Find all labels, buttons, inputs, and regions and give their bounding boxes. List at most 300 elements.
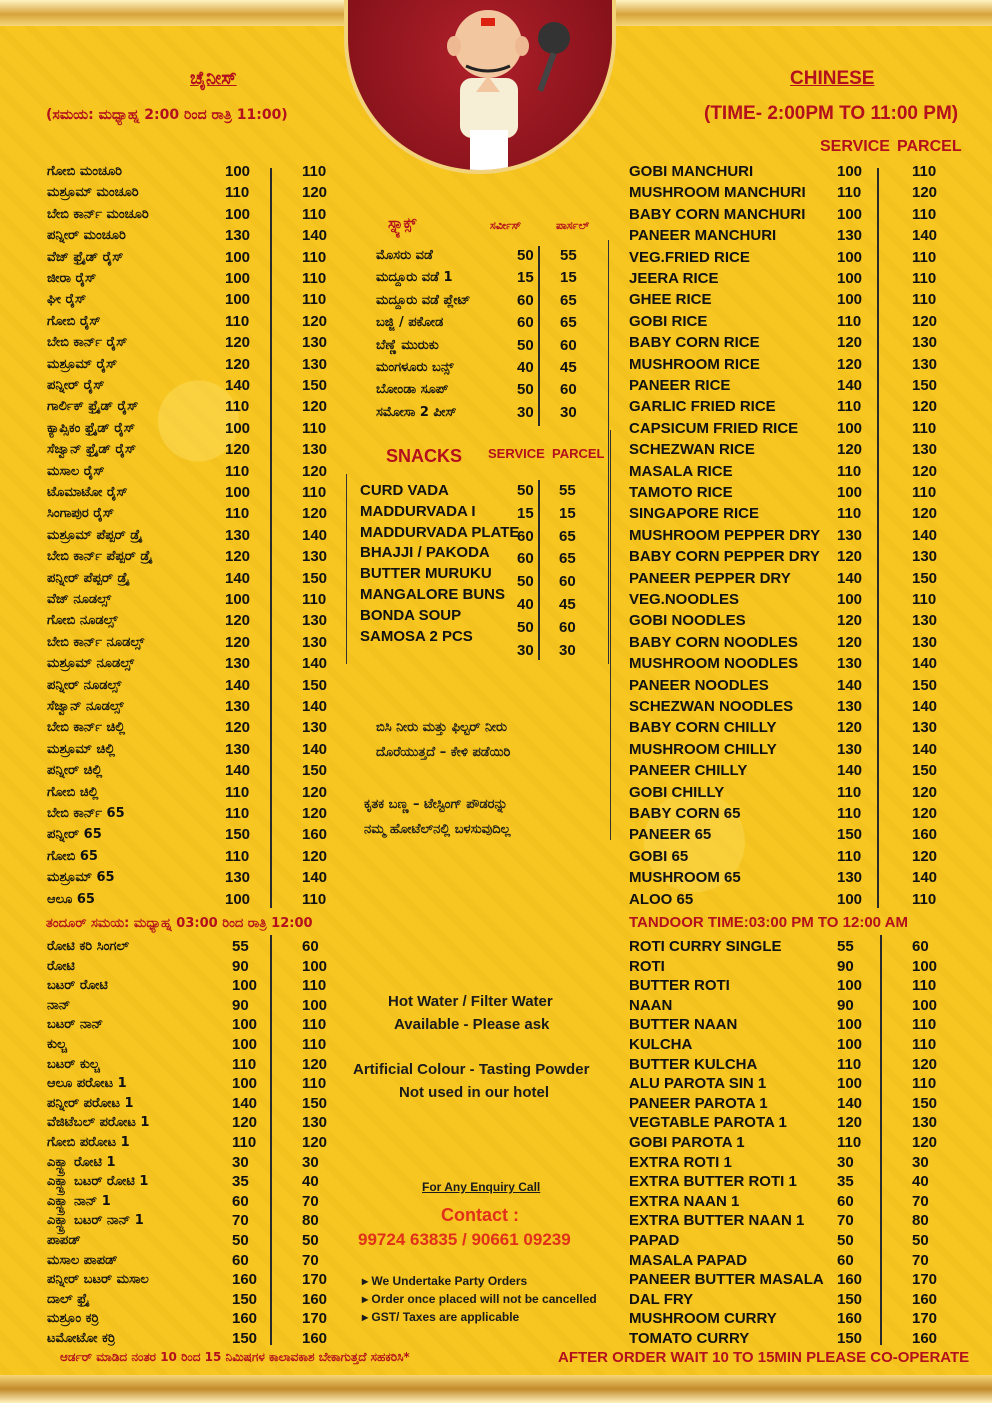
menu-row [629,1191,949,1212]
menu-row [629,503,949,524]
snack-name: SAMOSA 2 PCS [360,627,473,645]
snack-name: CURD VADA [360,482,449,499]
service-price: 130 [225,655,251,673]
item-name: PANEER RICE [629,377,731,394]
item-name: MUSHROOM 65 [629,869,741,887]
menu-row [47,739,347,760]
parcel-price: 120 [912,505,938,523]
parcel-price: 120 [912,398,938,416]
parcel-price: 140 [912,869,938,887]
item-name: BABY CORN CHILLY [629,719,777,737]
menu-row [629,482,949,503]
service-price: 140 [837,569,863,587]
service-price: 140 [225,569,251,587]
snack-name: BHAJJI / PAKODA [360,544,490,562]
item-name: ವೆಜಿಟೆಬಲ್ ಪರೋಟ 1 [47,1115,150,1131]
parcel-price: 70 [302,1251,319,1269]
parcel-price: 65 [560,291,577,309]
item-name: ಸಮೋಸಾ 2 ಪೀಸ್ [376,404,457,420]
parcel-price: 130 [302,1114,328,1132]
parcel-price: 70 [912,1251,929,1269]
menu-row [629,396,949,417]
service-price: 120 [232,1114,258,1132]
service-price: 120 [837,1114,863,1132]
item-name: ಜೀರಾ ರೈಸ್ [47,271,97,286]
menu-row [47,204,347,225]
kn-colour-note-2: ನಮ್ಮ ಹೋಟೆಲ್‌ನಲ್ಲಿ ಬಳಸುವುದಿಲ್ಲ [364,822,511,837]
item-name: ಪನ್ನೀರ್ ಪರೋಟ 1 [47,1095,134,1111]
parcel-price: 120 [912,312,938,330]
parcel-price: 130 [912,719,938,737]
item-name: EXTRA ROTI 1 [629,1153,732,1171]
service-price: 100 [837,890,863,908]
parcel-price: 150 [302,377,328,394]
item-name: PANEER MANCHURI [629,227,777,245]
parcel-price: 110 [912,1036,937,1053]
item-name: ಮಶ್ರೂಮ್ ಮಂಚೂರಿ [47,185,139,201]
snacks-service-header: SERVICE [488,446,545,461]
service-price: 120 [225,719,251,737]
service-price: 100 [232,1075,258,1093]
item-name: ಎಕ್ಸ್ಟ್ರಾ ರೋಟಿ 1 [47,1154,116,1170]
parcel-price: 110 [302,1075,327,1093]
menu-row [629,675,949,696]
service-price: 100 [225,890,251,908]
parcel-price: 110 [302,419,327,437]
parcel-price: 130 [912,334,938,352]
menu-row [47,696,347,717]
menu-row [47,546,347,567]
menu-row [47,461,347,482]
menu-row [376,402,586,423]
parcel-price: 110 [302,291,327,309]
parcel-price: 160 [912,1330,938,1347]
bullet-text: Order once placed will not be cancelled [371,1292,597,1306]
kn-water-note-1: ಬಿಸಿ ನೀರು ಮತ್ತು ಫಿಲ್ಟರ್ ನೀರು [376,720,507,735]
item-name: ಗೋಬಿ ಚಿಲ್ಲಿ [47,784,99,800]
service-price: 70 [232,1212,249,1230]
parcel-price: 150 [302,676,328,694]
service-price: 130 [837,655,863,673]
menu-row [629,696,949,717]
service-price: 110 [837,1134,862,1151]
service-price: 60 [517,314,534,332]
parcel-price: 110 [302,270,327,287]
item-name: TAMOTO RICE [629,484,733,501]
chef-mascot-icon [348,0,612,170]
menu-row [47,760,347,781]
service-price: 30 [517,641,534,659]
parcel-price: 150 [302,762,328,780]
service-price: 130 [837,698,863,715]
service-price: 55 [232,938,249,955]
service-price: 30 [517,403,534,421]
service-price: 120 [837,441,863,459]
item-name: ಘೀ ರೈಸ್ [47,292,87,308]
item-name: ಗೋಬಿ ಪರೋಟ 1 [47,1135,130,1150]
parcel-price: 110 [302,977,327,995]
service-price: 50 [517,618,534,636]
item-name: ಕುಲ್ಚ [47,1037,67,1052]
menu-row [47,161,347,182]
item-name: EXTRA NAAN 1 [629,1192,740,1210]
menu-row [629,739,949,760]
menu-row [47,1250,347,1271]
kn-tandoor-time: ತಂದೂರ್ ಸಮಯ: ಮಧ್ಯಾಹ್ನ 03:00 ರಿಂದ ರಾತ್ರಿ 12:00 [46,916,313,931]
parcel-price: 140 [912,526,938,544]
item-name: ಪನ್ನೀರ್ ಬಟರ್ ಮಸಾಲ [47,1272,149,1288]
service-price: 140 [232,1094,258,1112]
item-name: ಟೊಮಾಟೋ ರೈಸ್ [47,485,128,500]
snack-price-row [517,594,587,615]
snack-price-row [517,640,587,661]
item-name: ಗೋಬಿ ಮಂಚೂರಿ [47,164,123,179]
service-price: 110 [225,805,250,822]
service-price: 15 [517,504,534,522]
service-price: 150 [225,826,251,844]
service-price: 120 [225,612,251,630]
service-price: 160 [232,1271,258,1289]
parcel-price: 100 [912,996,938,1014]
menu-row [47,1073,347,1094]
item-name: ಮಶ್ರೂಮ್ ರೈಸ್ [47,356,118,372]
menu-row [47,632,347,653]
parcel-header: PARCEL [897,138,962,155]
parcel-price: 160 [302,1290,328,1308]
parcel-price: 110 [912,1075,937,1093]
parcel-price: 110 [912,977,937,995]
service-price: 100 [837,291,863,309]
service-price: 100 [837,484,863,501]
service-price: 150 [837,826,863,844]
parcel-price: 65 [560,314,577,332]
item-name: ಸಿಂಗಾಪುರ ರೈಸ್ [47,506,114,522]
service-price: 100 [232,1016,258,1034]
parcel-price: 150 [912,676,938,694]
menu-row [47,225,347,246]
parcel-price: 110 [912,890,937,908]
menu-row [629,846,949,867]
menu-row [47,1093,347,1114]
menu-row [629,182,949,203]
service-price: 90 [837,996,854,1014]
kn-footer-note: ಆರ್ಡರ್ ಮಾಡಿದ ನಂತರ 10 ರಿಂದ 15 ನಿಮಿಷಗಳ ಕಾಲಾವಕಾಶ ಬೇಕಾಗುತ್ತದೆ ಸಹಕರಿಸಿ* [60,1350,410,1364]
menu-row [629,247,949,268]
service-price: 50 [517,381,534,399]
contact-phones: 99724 63835 / 90661 09239 [358,1230,571,1249]
item-name: ಗೋಬಿ ರೈಸ್ [47,313,101,329]
parcel-price: 120 [302,783,328,801]
menu-row [47,995,347,1016]
parcel-price: 40 [302,1173,319,1191]
parcel-price: 120 [912,1055,938,1073]
item-name: CAPSICUM FRIED RICE [629,419,799,437]
parcel-price: 65 [559,527,576,545]
item-name: ಬೇಬಿ ಕಾರ್ನ್ ಪೆಪ್ಪರ್ ಡ್ರೈ [47,549,153,565]
service-header: SERVICE [820,138,890,155]
service-price: 160 [837,1310,863,1328]
service-price: 110 [232,1134,257,1151]
menu-row [47,846,347,867]
item-name: BABY CORN NOODLES [629,633,798,651]
item-name: BUTTER ROTI [629,977,730,995]
service-price: 100 [232,1036,258,1053]
parcel-price: 70 [302,1192,319,1210]
parcel-price: 30 [912,1153,929,1171]
snack-name: MADDURVADA I [360,502,476,520]
menu-row [47,1152,347,1173]
menu-row [629,1250,949,1271]
menu-row [47,247,347,268]
service-price: 120 [225,548,251,566]
parcel-price: 120 [302,312,328,330]
item-name: MASALA PAPAD [629,1251,748,1269]
menu-row [629,803,949,824]
snack-price-row [517,571,587,592]
item-name: ಸೆಜ್ವಾನ್ ನೂಡಲ್ಸ್ [47,699,124,714]
divider [610,430,611,840]
service-price: 50 [517,247,534,264]
item-name: GOBI NOODLES [629,612,746,630]
menu-row [47,1328,347,1349]
item-name: DAL FRY [629,1290,694,1308]
menu-row [376,267,586,288]
service-price: 35 [837,1173,854,1191]
service-price: 110 [225,505,250,523]
service-price: 140 [837,1094,863,1112]
chef-logo-emblem [344,0,616,174]
item-name: GOBI PAROTA 1 [629,1134,745,1151]
menu-row [629,717,949,738]
menu-row [47,1230,347,1251]
en-chinese-time: (TIME- 2:00PM TO 11:00 PM) [704,103,959,124]
menu-row [47,439,347,460]
parcel-price: 110 [912,1016,937,1034]
parcel-price: 110 [302,591,327,608]
menu-row [629,546,949,567]
item-name: ಎಕ್ಸ್ಟ್ರಾ ನಾನ್ 1 [47,1193,111,1209]
service-price: 140 [837,676,863,694]
service-price: 90 [837,957,854,975]
parcel-price: 130 [912,633,938,651]
kn-chinese-time: (ಸಮಯ: ಮಧ್ಯಾಹ್ನ 2:00 ರಿಂದ ರಾತ್ರಿ 11:00) [46,107,288,123]
service-price: 110 [837,1055,862,1073]
service-price: 140 [225,676,251,694]
menu-row [629,1073,949,1094]
parcel-price: 140 [912,698,938,715]
parcel-price: 130 [302,334,328,352]
parcel-price: 140 [912,740,938,758]
item-name: VEG.FRIED RICE [629,248,750,266]
menu-row [629,824,949,845]
item-name: ವೆಜ್ ಫ್ರೈಡ್ ರೈಸ್ [47,249,124,265]
item-name: GHEE RICE [629,291,712,309]
service-price: 100 [837,248,863,266]
item-name: SINGAPORE RICE [629,505,760,523]
service-price: 50 [517,482,534,499]
menu-row [629,204,949,225]
parcel-price: 140 [302,227,328,245]
item-name: TOMATO CURRY [629,1330,750,1347]
parcel-price: 150 [912,762,938,780]
item-name: MUSHROOM RICE [629,355,760,373]
menu-row [47,375,347,396]
menu-row [47,418,347,439]
item-name: PANEER NOODLES [629,676,769,694]
menu-row [629,1328,949,1349]
contact-label: Contact : [441,1205,519,1225]
service-price: 50 [837,1232,854,1249]
item-name: ಪನ್ನೀರ್ 65 [47,827,102,843]
service-price: 130 [837,227,863,245]
service-price: 140 [837,377,863,394]
service-price: 100 [225,591,251,608]
menu-row [629,936,949,957]
service-price: 60 [517,550,534,568]
divider [608,240,609,664]
service-price: 140 [837,762,863,780]
menu-row [47,653,347,674]
service-price: 60 [517,291,534,309]
menu-row [629,439,949,460]
item-name: ರೋಟಿ [47,958,75,974]
menu-row [629,760,949,781]
parcel-price: 65 [559,550,576,568]
parcel-price: 110 [302,1036,327,1053]
service-price: 120 [837,334,863,352]
item-name: NAAN [629,996,673,1014]
parcel-price: 110 [302,205,327,223]
kn-chinese-title: ಚೈನೀಸ್ [190,68,237,89]
item-name: ಪನ್ನೀರ್ ಪೆಪ್ಪರ್ ಡ್ರೈ [47,570,130,586]
parcel-price: 130 [912,355,938,373]
parcel-price: 120 [912,783,938,801]
menu-row [629,1034,949,1055]
service-price: 130 [837,869,863,887]
service-price: 60 [232,1251,249,1269]
item-name: ಪನ್ನೀರ್ ರೈಸ್ [47,378,105,393]
item-name: ALOO 65 [629,890,694,908]
service-price: 120 [225,334,251,352]
menu-row [629,782,949,803]
kn-water-note-2: ದೊರೆಯುತ್ತದೆ – ಕೇಳಿ ಪಡೆಯಿರಿ [376,745,511,760]
menu-row [629,1014,949,1035]
item-name: ಗೋಬಿ 65 [47,848,98,864]
menu-row [47,1054,347,1075]
menu-row [47,503,347,524]
colour-note-2: Not used in our hotel [399,1084,549,1101]
menu-row [47,782,347,803]
parcel-price: 130 [912,548,938,566]
item-name: ಪನ್ನೀರ್ ಮಂಚೂರಿ [47,228,126,244]
menu-row [629,161,949,182]
parcel-price: 110 [912,591,937,608]
service-price: 50 [517,573,534,591]
item-name: ಬೆಣ್ಣೆ ಮುರುಕು [376,337,439,353]
service-price: 110 [225,462,250,480]
menu-row [47,482,347,503]
menu-row [47,867,347,888]
menu-row [376,335,586,356]
service-price: 40 [517,596,534,613]
item-name: BUTTER NAAN [629,1016,738,1034]
item-name: ನಾನ್ [47,997,71,1013]
service-price: 35 [232,1173,249,1191]
service-price: 100 [837,1075,863,1093]
menu-row [47,889,347,910]
parcel-price: 50 [302,1232,319,1249]
en-footer-note: AFTER ORDER WAIT 10 TO 15MIN PLEASE CO-OPERATE [558,1349,970,1366]
service-price: 30 [232,1153,249,1171]
service-price: 100 [225,291,251,309]
parcel-price: 100 [912,957,938,975]
menu-row [47,610,347,631]
service-price: 110 [837,184,862,202]
item-name: EXTRA BUTTER ROTI 1 [629,1173,797,1191]
parcel-price: 120 [302,847,328,865]
parcel-price: 120 [912,184,938,202]
menu-row [629,1308,949,1329]
parcel-price: 45 [560,359,577,376]
service-price: 150 [232,1330,258,1347]
parcel-price: 140 [302,526,328,544]
parcel-price: 60 [912,938,929,955]
snack-price-row [517,548,587,569]
service-price: 140 [225,762,251,780]
service-price: 40 [517,359,534,376]
menu-row [47,975,347,996]
item-name: MUSHROOM NOODLES [629,655,799,673]
item-name: PANEER 65 [629,826,712,844]
service-price: 50 [232,1232,249,1249]
parcel-price: 110 [912,248,937,266]
service-price: 100 [225,248,251,266]
menu-row [629,225,949,246]
item-name: ALU PAROTA SIN 1 [629,1075,767,1093]
item-name: BABY CORN PEPPER DRY [629,548,820,566]
menu-row [47,1014,347,1035]
menu-row [376,379,586,400]
item-name: PANEER CHILLY [629,762,748,780]
item-name: ಆಲೂ ಪರೋಟ 1 [47,1076,127,1092]
parcel-price: 60 [559,573,576,591]
item-name: ಗೋಬಿ ನೂಡಲ್ಸ್ [47,613,118,629]
menu-row [47,332,347,353]
item-name: ಮಸಾಲ ರೈಸ್ [47,463,105,479]
menu-row [629,956,949,977]
service-price: 110 [225,398,250,416]
item-name: ROTI CURRY SINGLE [629,938,782,955]
item-name: ಬಟರ್ ಕುಲ್ಚ [47,1056,100,1072]
water-note-1: Hot Water / Filter Water [388,993,553,1010]
service-price: 130 [225,526,251,544]
parcel-price: 30 [302,1153,319,1171]
service-price: 130 [225,869,251,887]
item-name: GOBI MANCHURI [629,163,754,180]
parcel-price: 60 [560,381,577,399]
bullet-item: ▸ Order once placed will not be cancelled [362,1292,597,1306]
item-name: MUSHROOM CURRY [629,1310,777,1328]
menu-row [47,717,347,738]
menu-row [47,568,347,589]
item-name: BABY CORN MANCHURI [629,205,806,223]
item-name: ಟಮೋಟೋ ಕರ್ರಿ [47,1331,116,1346]
item-name: MUSHROOM PEPPER DRY [629,526,821,544]
menu-row [629,418,949,439]
item-name: VEGTABLE PAROTA 1 [629,1114,787,1132]
service-price: 150 [837,1290,863,1308]
menu-row [629,311,949,332]
